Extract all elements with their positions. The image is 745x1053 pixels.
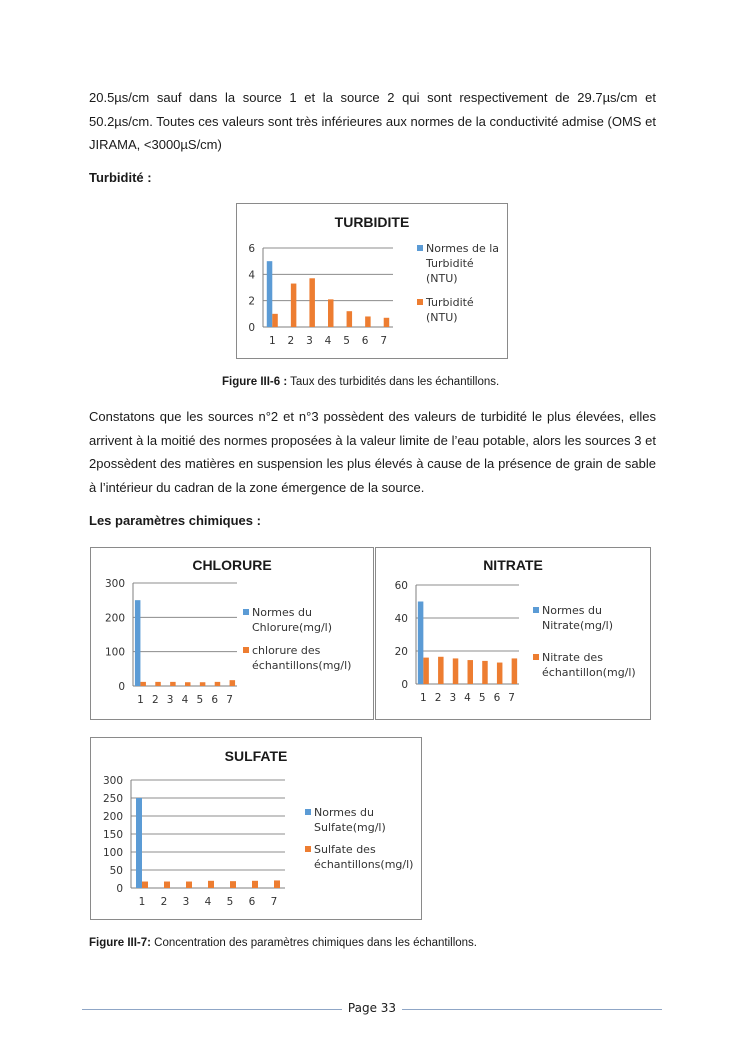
chlorure-chart-svg xyxy=(91,548,373,719)
bar-sample xyxy=(482,661,488,684)
legend-swatch xyxy=(305,809,311,815)
bar-norm xyxy=(267,261,273,327)
x-tick-label: 5 xyxy=(478,692,486,704)
y-tick-label: 0 xyxy=(116,883,123,895)
bar-sample xyxy=(291,284,297,327)
bar-sample xyxy=(347,311,353,327)
x-tick-label: 4 xyxy=(464,692,471,704)
y-tick-label: 100 xyxy=(104,646,125,659)
bar-sample xyxy=(384,318,390,327)
legend-label: Sulfate des xyxy=(314,843,376,856)
page-number: Page 33 xyxy=(342,1001,402,1015)
y-tick-label: 250 xyxy=(102,793,123,805)
x-tick-label: 1 xyxy=(137,694,144,706)
bar-sample xyxy=(186,882,192,888)
y-tick-label: 50 xyxy=(109,865,123,877)
x-tick-label: 4 xyxy=(181,694,189,706)
bar-norm xyxy=(135,600,141,686)
x-tick-label: 5 xyxy=(226,896,234,908)
legend-label: (NTU) xyxy=(426,311,458,324)
legend-label: échantillon(mg/l) xyxy=(542,666,636,679)
heading-chemical-parameters: Les paramètres chimiques : xyxy=(89,513,261,528)
legend-label: Normes du xyxy=(542,604,602,617)
paragraph-turbidity-analysis: Constatons que les sources n°2 et n°3 possèdent des valeurs de turbidité le plus élevées, elles arrivent à la moitié des normes proposées à la valeur limite de l’eau potable, alors les sources 3 et 2possèdent des matières en suspension les plus élevés à cause de la présence de grain de sable à l’intérieur du cadran de la zone émergence de la source. xyxy=(89,409,656,495)
bar-sample xyxy=(215,682,221,686)
y-tick-label: 0 xyxy=(248,322,255,334)
chart-title: CHLORURE xyxy=(192,557,272,573)
x-tick-label: 5 xyxy=(196,694,204,706)
legend-label: échantillons(mg/l) xyxy=(252,659,352,672)
bar-sample xyxy=(309,278,315,327)
y-tick-label: 4 xyxy=(248,269,255,282)
legend-label: échantillons(mg/l) xyxy=(314,858,414,871)
bar-sample xyxy=(208,881,214,888)
bar-sample xyxy=(230,881,236,888)
figure-label: Figure III-6 : xyxy=(222,376,288,388)
x-tick-label: 3 xyxy=(449,692,457,704)
x-tick-label: 4 xyxy=(204,896,212,908)
bar-sample xyxy=(230,680,236,686)
chart-title: TURBIDITE xyxy=(334,214,410,230)
legend-label: Chlorure(mg/l) xyxy=(252,621,333,634)
legend-swatch xyxy=(243,609,249,615)
chart-sulfate xyxy=(90,737,422,920)
bar-norm xyxy=(418,602,424,685)
bar-sample xyxy=(252,881,258,888)
legend-swatch xyxy=(533,654,539,660)
bar-sample xyxy=(185,682,191,686)
sulfate-chart-svg xyxy=(91,738,421,919)
y-tick-label: 0 xyxy=(118,681,125,693)
figure-caption-iii-6 xyxy=(222,376,499,388)
x-tick-label: 1 xyxy=(268,335,276,347)
legend-label: chlorure des xyxy=(252,644,321,657)
x-tick-label: 7 xyxy=(226,694,233,706)
y-tick-label: 300 xyxy=(104,578,125,590)
legend-label: Normes du xyxy=(252,606,312,619)
bar-sample xyxy=(497,663,503,684)
chart-title: NITRATE xyxy=(483,557,543,573)
bar-sample xyxy=(140,682,146,686)
chart-chlorure xyxy=(90,547,374,720)
heading-turbidite: Turbidité : xyxy=(89,170,152,185)
y-tick-label: 20 xyxy=(394,646,408,658)
x-tick-label: 1 xyxy=(420,692,427,704)
legend-swatch xyxy=(305,846,311,852)
bar-sample xyxy=(328,299,334,327)
bar-sample xyxy=(170,682,176,686)
legend-label: Normes du xyxy=(314,806,374,819)
nitrate-chart-svg xyxy=(376,548,650,719)
legend-label: Nitrate des xyxy=(542,651,603,664)
x-tick-label: 1 xyxy=(138,896,146,908)
legend-label: Normes de la xyxy=(426,242,500,255)
bar-sample xyxy=(164,882,170,888)
x-tick-label: 4 xyxy=(324,335,332,347)
figure-text: Taux des turbidités dans les échantillons. xyxy=(287,376,500,388)
bar-norm xyxy=(136,798,142,888)
legend-swatch xyxy=(243,647,249,653)
legend-label: Sulfate(mg/l) xyxy=(314,821,386,834)
legend-label: Nitrate(mg/l) xyxy=(542,619,613,632)
bar-sample xyxy=(468,660,474,684)
figure-text: Concentration des paramètres chimiques dans les échantillons. xyxy=(150,937,477,949)
legend-swatch xyxy=(417,299,423,305)
bar-sample xyxy=(438,657,443,684)
legend-swatch xyxy=(417,245,423,251)
x-tick-label: 3 xyxy=(306,335,313,347)
y-tick-label: 100 xyxy=(102,847,123,859)
x-tick-label: 6 xyxy=(211,694,219,706)
chart-turbidite xyxy=(236,203,508,359)
paragraph-conductivity: 20.5µs/cm sauf dans la source 1 et la source 2 qui sont respectivement de 29.7µs/cm et 50.2µs/cm. Toutes ces valeurs sont très inférieures aux normes de la conductivité admise (OMS et JIRAMA, <3000µS/cm) xyxy=(89,90,656,152)
bar-sample xyxy=(142,882,148,888)
x-tick-label: 3 xyxy=(166,694,174,706)
chart-nitrate xyxy=(375,547,651,720)
bar-sample xyxy=(512,658,517,684)
y-tick-label: 6 xyxy=(248,243,255,255)
x-tick-label: 2 xyxy=(434,692,442,704)
bar-sample xyxy=(423,658,429,684)
x-tick-label: 2 xyxy=(160,896,168,908)
x-tick-label: 6 xyxy=(248,896,256,908)
x-tick-label: 2 xyxy=(151,694,159,706)
x-tick-label: 2 xyxy=(287,335,295,347)
y-tick-label: 300 xyxy=(102,775,123,787)
x-tick-label: 7 xyxy=(270,896,278,908)
page-footer xyxy=(82,1001,662,1019)
x-tick-label: 3 xyxy=(182,896,190,908)
x-tick-label: 7 xyxy=(380,335,388,347)
y-tick-label: 2 xyxy=(248,295,255,308)
bar-sample xyxy=(155,682,161,686)
legend-swatch xyxy=(533,607,539,613)
y-tick-label: 0 xyxy=(401,679,408,691)
bar-sample xyxy=(272,314,278,327)
bar-sample xyxy=(365,316,371,327)
y-tick-label: 200 xyxy=(104,612,125,625)
x-tick-label: 6 xyxy=(361,335,369,347)
legend-label: Turbidité xyxy=(426,257,474,270)
figure-label: Figure III-7: xyxy=(89,937,151,949)
legend-label: Turbidité xyxy=(426,296,474,309)
y-tick-label: 40 xyxy=(394,613,408,625)
x-tick-label: 7 xyxy=(508,692,515,704)
turbidite-chart-svg xyxy=(237,204,507,358)
y-tick-label: 150 xyxy=(102,829,123,841)
legend-label: (NTU) xyxy=(426,272,458,285)
x-tick-label: 6 xyxy=(493,692,501,704)
x-tick-label: 5 xyxy=(343,335,350,347)
chart-title: SULFATE xyxy=(224,748,288,764)
bar-sample xyxy=(453,658,459,684)
figure-caption-iii-7 xyxy=(89,937,477,949)
bar-sample xyxy=(274,880,280,888)
y-tick-label: 60 xyxy=(394,580,408,592)
y-tick-label: 200 xyxy=(102,811,123,823)
bar-sample xyxy=(200,682,206,686)
